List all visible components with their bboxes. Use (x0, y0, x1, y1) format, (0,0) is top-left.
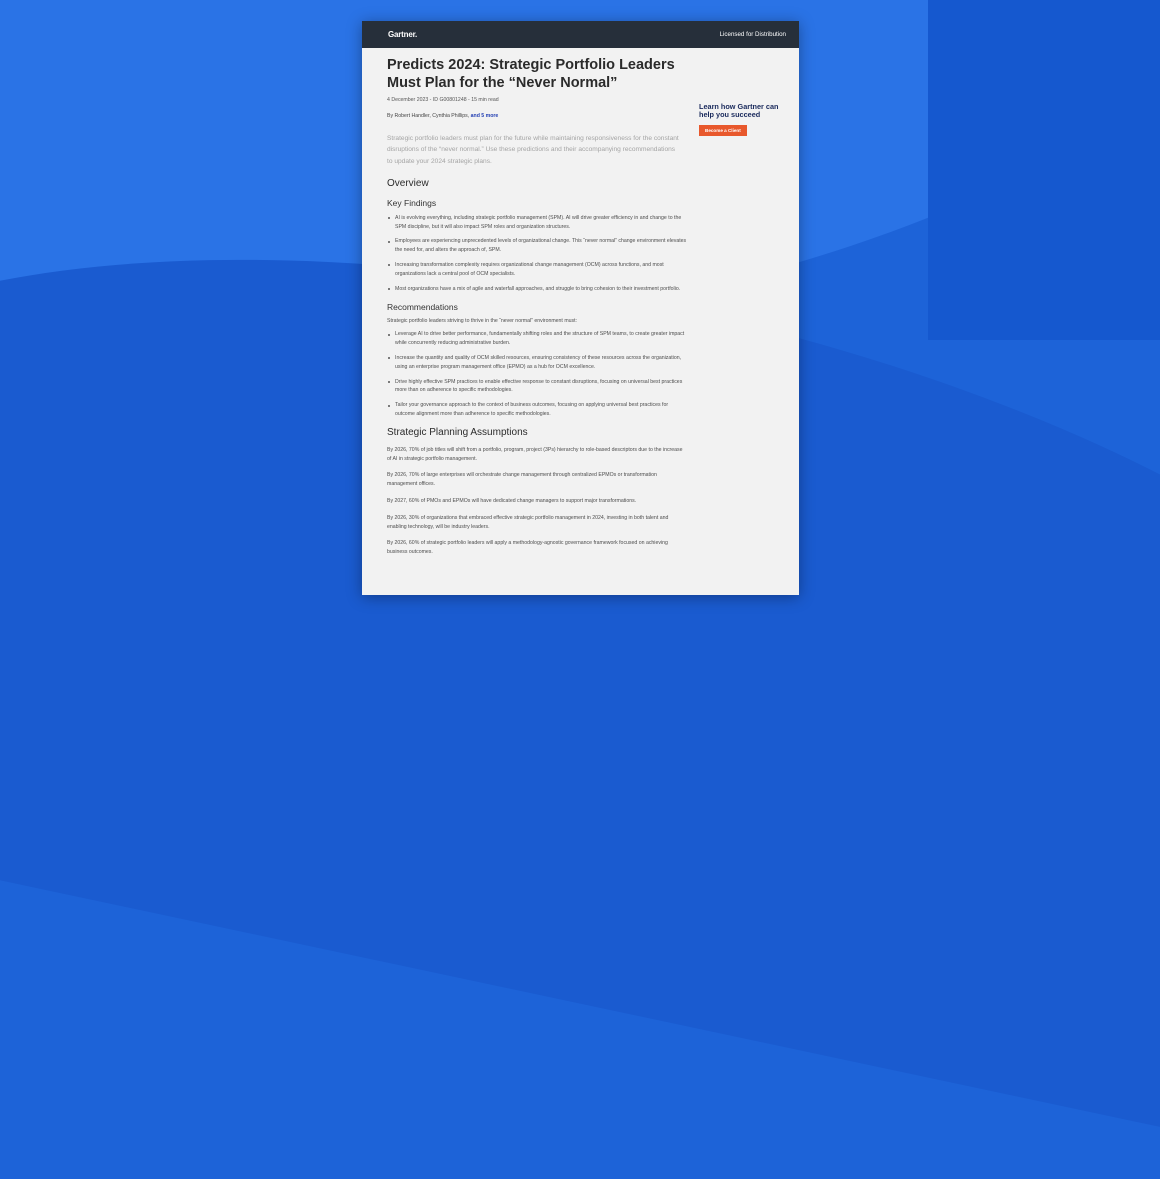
recommendations-intro: Strategic portfolio leaders striving to thrive in the “never normal” environment must: (387, 318, 578, 325)
recommendations-list (387, 330, 687, 418)
cta-heading: Learn how Gartner can help you succeed (699, 102, 779, 119)
recommendations-heading: Recommendations (387, 302, 458, 313)
article-summary: Strategic portfolio leaders must plan for the future while maintaining responsiveness for the constant disruptions of the “never normal.” Use these predictions and their accompanying recommendations to update your 2024 strategic plans. (387, 135, 679, 165)
overview-heading: Overview (387, 177, 429, 189)
assumption-paragraph: By 2026, 30% of organizations that embraced effective strategic portfolio management in 2024, investing in both talent and enabling technology, will be industry leaders. (387, 514, 669, 530)
document-body (362, 48, 799, 557)
list-item: Increasing transformation complexity requires organizational change management (OCM) across functions, and most organizations lack a central pool of OCM specialists. (387, 261, 687, 279)
background-block-right (928, 0, 1160, 340)
page-title: Predicts 2024: Strategic Portfolio Leaders Must Plan for the “Never Normal” (387, 57, 675, 91)
cta-panel (699, 103, 789, 137)
list-item: Most organizations have a mix of agile and waterfall approaches, and struggle to bring cohesion to their investment portfolio. (387, 285, 687, 294)
list-item: Increase the quantity and quality of OCM skilled resources, ensuring consistency of these resources across the organization, using an enterprise program management office (EPMO) as a hub for OCM excellence. (387, 354, 687, 372)
gartner-logo[interactable]: Gartner. (388, 30, 418, 39)
list-item: Tailor your governance approach to the context of business outcomes, focusing on applying universal best practices for outcome alignment more than adherence to specific methodologies. (387, 401, 687, 419)
article-meta: 4 December 2023 - ID G00801248 - 15 min read (387, 97, 499, 103)
become-client-button[interactable]: Become a Client (699, 125, 747, 136)
planning-assumptions-heading: Strategic Planning Assumptions (387, 426, 528, 438)
license-label: Licensed for Distribution (719, 31, 786, 38)
document-header (362, 21, 799, 48)
list-item: AI is evolving everything, including strategic portfolio management (SPM). AI will drive greater efficiency in and change to the SPM discipline, but it will also impact SPM roles and organization structures. (387, 214, 687, 232)
document-preview (362, 21, 799, 595)
key-findings-heading: Key Findings (387, 197, 437, 208)
more-authors-link[interactable]: and 5 more (470, 113, 499, 119)
assumption-paragraph: By 2026, 70% of job titles will shift from a portfolio, program, project (3Ps) hierarchy to role-based descriptors due to the increase of AI in strategic portfolio management. (387, 446, 683, 462)
assumption-paragraph: By 2026, 70% of large enterprises will orchestrate change management through centralized EPMOs or transformation management offices. (387, 472, 657, 488)
authors-names: By Robert Handler, Cynthia Phillips, (387, 113, 470, 119)
assumption-paragraph: By 2026, 60% of strategic portfolio leaders will apply a methodology-agnostic governance framework focused on achieving business outcomes. (387, 540, 668, 556)
list-item: Employees are experiencing unprecedented levels of organizational change. This “never normal” change environment elevates the need for, and alters the approach of, SPM. (387, 237, 687, 255)
key-findings-list (387, 214, 687, 294)
assumption-paragraph: By 2027, 60% of PMOs and EPMOs will have dedicated change managers to support major transformations. (387, 498, 637, 505)
list-item: Drive highly effective SPM practices to enable effective response to constant disruptions, focusing on universal best practices more than on adherence to specific methodologies. (387, 378, 687, 396)
list-item: Leverage AI to drive better performance, fundamentally shifting roles and the structure of SPM teams, to create greater impact while concurrently reducing administrative burden. (387, 330, 687, 348)
